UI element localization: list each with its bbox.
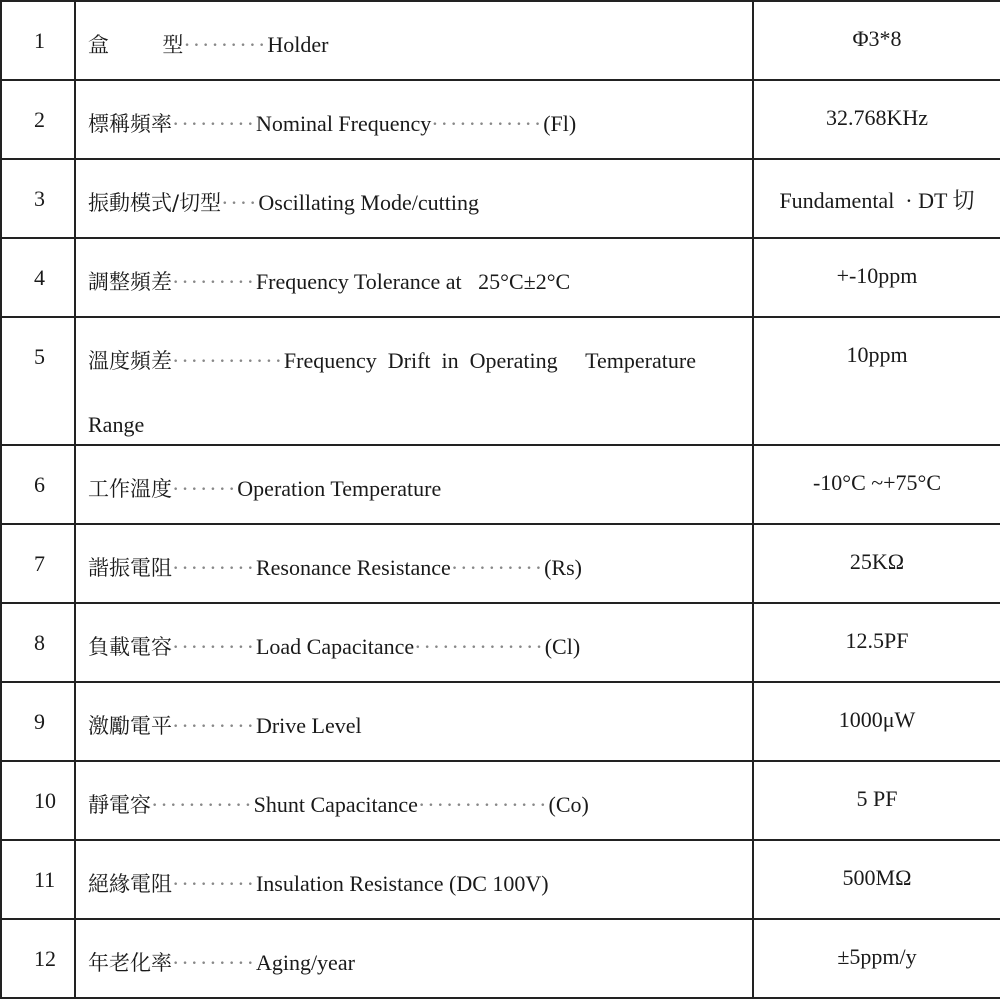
row-number: 9: [34, 709, 45, 734]
symbol-label: (Co): [548, 792, 589, 817]
description-cell: [75, 524, 753, 603]
spec-table-body: [1, 1, 1000, 998]
english-label: Load Capacitance: [255, 634, 415, 659]
row-number-cell: [1, 445, 75, 524]
table-row: [1, 524, 1000, 603]
row-number-cell: [1, 919, 75, 998]
spec-value: 500MΩ: [842, 865, 912, 890]
symbol-label: (Cl): [544, 634, 581, 659]
spec-value: -10°C ~+75°C: [812, 470, 942, 495]
english-label: Shunt Capacitance: [253, 792, 418, 817]
chinese-label: 負載電容: [88, 635, 172, 659]
row-number-cell: [1, 159, 75, 238]
chinese-label: 工作溫度: [88, 477, 172, 501]
table-row: [1, 761, 1000, 840]
value-cell: [753, 1, 1000, 80]
chinese-label: 調整頻差: [88, 270, 172, 294]
leader-dots-2: ············: [431, 111, 544, 136]
leader-dots: ·······: [172, 476, 238, 501]
leader-dots: ·········: [183, 32, 268, 57]
table-row: [1, 159, 1000, 238]
english-label: Holder: [267, 32, 329, 57]
description: [76, 81, 752, 141]
table-row: [1, 1, 1000, 80]
description-cell: [75, 80, 753, 159]
spec-value: 1000μW: [838, 707, 916, 732]
description: [76, 683, 752, 743]
spec-value: Φ3*8: [852, 26, 902, 51]
description-cell: [75, 761, 753, 840]
row-number-cell: [1, 80, 75, 159]
value-cell: [753, 445, 1000, 524]
value-cell: [753, 603, 1000, 682]
spec-value: ±5ppm/y: [837, 944, 917, 969]
description-cell: [75, 919, 753, 998]
description: [76, 762, 752, 822]
chinese-label: 溫度頻差: [88, 349, 172, 373]
chinese-label: 靜電容: [88, 793, 151, 817]
spec-value: 5 PF: [856, 786, 898, 811]
description: [76, 525, 752, 585]
symbol-label: (Fl): [543, 111, 577, 136]
description-cell: [75, 1, 753, 80]
row-number: 10: [34, 788, 56, 813]
leader-dots: ····: [221, 190, 259, 215]
value-cell: [753, 682, 1000, 761]
row-number: 7: [34, 551, 45, 576]
description: [76, 239, 752, 299]
table-row: [1, 603, 1000, 682]
description: [76, 446, 752, 506]
row-number: 4: [34, 265, 45, 290]
table-row: [1, 317, 1000, 445]
row-number: 1: [34, 28, 45, 53]
leader-dots: ············: [172, 348, 284, 373]
value-cell: [753, 524, 1000, 603]
description-cell: [75, 317, 753, 445]
description-cell: [75, 603, 753, 682]
row-number: 2: [34, 107, 45, 132]
leader-dots-2: ··············: [414, 634, 545, 659]
description: [76, 841, 752, 901]
description: [76, 920, 752, 980]
leader-dots-2: ··············: [417, 792, 549, 817]
english-label: Oscillating Mode/cutting: [258, 190, 479, 215]
english-label: Nominal Frequency: [255, 111, 432, 136]
description: [76, 318, 752, 442]
english-label: Frequency Tolerance at 25°C±2°C: [255, 269, 571, 294]
row-number-cell: [1, 603, 75, 682]
spec-value: Fundamental · DT 切: [779, 188, 975, 213]
row-number: 6: [34, 472, 45, 497]
description-cell: [75, 159, 753, 238]
value-cell: [753, 238, 1000, 317]
value-cell: [753, 317, 1000, 445]
chinese-label: 標稱頻率: [88, 112, 172, 136]
table-row: [1, 238, 1000, 317]
row-number-cell: [1, 524, 75, 603]
chinese-label: 激勵電平: [88, 714, 172, 738]
row-number: 8: [34, 630, 45, 655]
english-label: Drive Level: [255, 713, 362, 738]
table-row: [1, 919, 1000, 998]
row-number-cell: [1, 682, 75, 761]
description: [76, 604, 752, 664]
row-number-cell: [1, 840, 75, 919]
symbol-label: (Rs): [544, 555, 582, 580]
english-label: Insulation Resistance (DC 100V): [255, 871, 549, 896]
leader-dots: ·········: [172, 634, 256, 659]
description-cell: [75, 238, 753, 317]
row-number: 12: [34, 946, 56, 971]
description-cell: [75, 682, 753, 761]
leader-dots: ·········: [172, 713, 256, 738]
row-number-cell: [1, 317, 75, 445]
leader-dots: ·········: [172, 950, 256, 975]
table-row: [1, 682, 1000, 761]
value-cell: [753, 159, 1000, 238]
chinese-label: 絕緣電阻: [88, 872, 172, 896]
spec-value: 12.5PF: [845, 628, 909, 653]
description-cell: [75, 840, 753, 919]
table-row: [1, 445, 1000, 524]
spec-value: 32.768KHz: [825, 105, 929, 130]
row-number: 3: [34, 186, 45, 211]
table-row: [1, 840, 1000, 919]
english-label: Resonance Resistance: [255, 555, 451, 580]
leader-dots: ·········: [172, 555, 256, 580]
value-cell: [753, 840, 1000, 919]
spec-value: +-10ppm: [836, 263, 918, 288]
value-cell: [753, 919, 1000, 998]
chinese-label: 盒 型: [88, 33, 184, 57]
english-label: Operation Temperature: [237, 476, 442, 501]
description: [76, 160, 752, 220]
value-cell: [753, 761, 1000, 840]
chinese-label: 年老化率: [88, 951, 172, 975]
row-number: 11: [34, 867, 56, 892]
row-number: 5: [34, 344, 45, 369]
leader-dots-2: ··········: [450, 555, 545, 580]
leader-dots: ·········: [172, 111, 256, 136]
english-label: Frequency Drift in Operating Temperature: [283, 348, 696, 373]
chinese-label: 振動模式/切型: [88, 191, 222, 215]
row-number-cell: [1, 761, 75, 840]
table-row: [1, 80, 1000, 159]
description-cell: [75, 445, 753, 524]
leader-dots: ·········: [172, 269, 256, 294]
row-number-cell: [1, 238, 75, 317]
spec-value: 10ppm: [846, 342, 908, 367]
description: [76, 2, 752, 62]
spec-value: 25KΩ: [849, 549, 905, 574]
leader-dots: ···········: [151, 792, 254, 817]
leader-dots: ·········: [172, 871, 256, 896]
english-label: Aging/year: [255, 950, 355, 975]
value-cell: [753, 80, 1000, 159]
row-number-cell: [1, 1, 75, 80]
english-label-continued: Range: [88, 412, 145, 437]
chinese-label: 諧振電阻: [88, 556, 172, 580]
